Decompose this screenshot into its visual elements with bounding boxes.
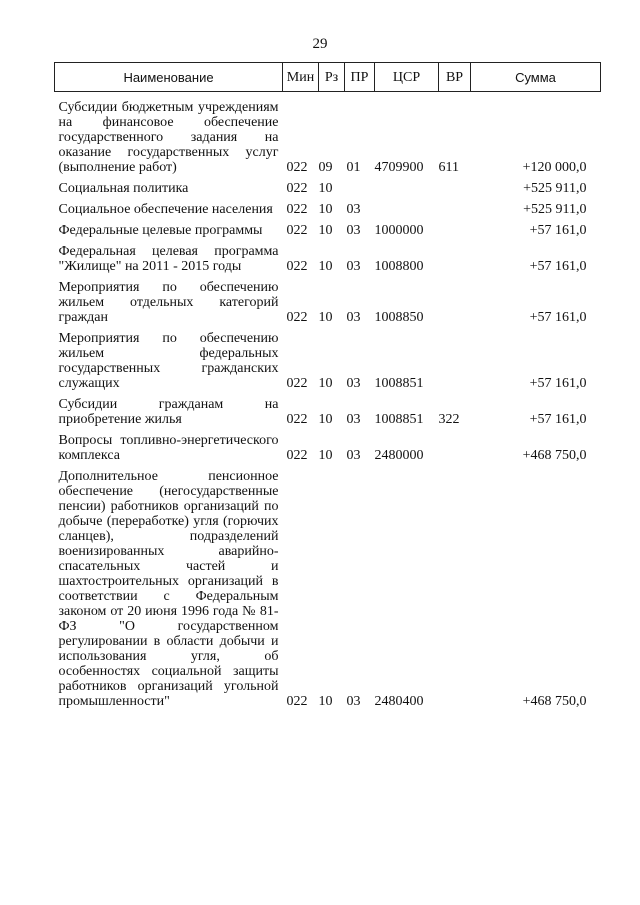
header-row [55,63,601,92]
cell-sum: +57 161,0 [529,376,587,391]
table-row [55,175,601,196]
cell-pr [345,175,375,196]
column-header-sum: Сумма [471,63,601,92]
page-number: 29 [312,36,328,52]
cell-name: Мероприятия по обеспечению жильем отдельных категорий граждан [58,280,279,325]
cell-vr: 611 [438,160,459,175]
cell-rz: 10 [318,412,333,427]
cell-min: 022 [286,259,308,274]
table-row [55,463,601,709]
cell-pr: 03 [346,448,361,463]
table-row [55,325,601,391]
cell-sum: +120 000,0 [522,160,587,175]
cell-rz: 10 [318,448,333,463]
cell-name: Вопросы топливно-энергетического комплекса [58,433,279,463]
column-header-rz: Рз [319,63,345,92]
cell-min: 022 [286,181,308,196]
column-header-pr: ПР [345,63,375,92]
cell-rz: 10 [318,223,333,238]
cell-pr: 03 [346,376,361,391]
cell-min: 022 [286,448,308,463]
cell-rz: 10 [318,181,333,196]
cell-sum: +525 911,0 [523,181,587,196]
cell-csr: 4709900 [374,160,424,175]
table-header [55,63,601,92]
cell-csr [375,175,439,196]
cell-vr [439,175,471,196]
cell-sum: +468 750,0 [522,448,587,463]
table-row [55,427,601,463]
table-row [55,196,601,217]
cell-rz: 10 [318,376,333,391]
cell-csr: 1008850 [374,310,424,325]
cell-sum: +57 161,0 [529,223,587,238]
cell-csr: 1008800 [374,259,424,274]
cell-vr [439,463,471,709]
cell-csr: 1008851 [374,412,424,427]
cell-pr: 03 [346,412,361,427]
cell-sum: +57 161,0 [529,259,587,274]
cell-name: Социальное обеспечение населения [58,202,273,217]
cell-pr: 01 [346,160,361,175]
table-row [55,217,601,238]
cell-pr: 03 [346,202,361,217]
cell-vr [439,325,471,391]
cell-sum: +57 161,0 [529,310,587,325]
cell-vr [439,238,471,274]
cell-vr [439,217,471,238]
cell-rz: 09 [318,160,333,175]
cell-sum: +57 161,0 [529,412,587,427]
cell-pr: 03 [346,259,361,274]
cell-csr: 1008851 [374,376,424,391]
cell-csr: 1000000 [374,223,424,238]
cell-name: Субсидии бюджетным учреждениям на финансовое обеспечение государственного задания на оказание государственных услуг (выполнение работ) [58,100,279,175]
budget-table [54,62,601,709]
table-row [55,274,601,325]
cell-min: 022 [286,310,308,325]
cell-min: 022 [286,376,308,391]
cell-pr: 03 [346,694,361,709]
cell-name: Субсидии гражданам на приобретение жилья [58,397,279,427]
cell-vr: 322 [438,412,460,427]
cell-csr [375,196,439,217]
cell-name: Социальная политика [58,181,189,196]
cell-sum: +525 911,0 [523,202,587,217]
cell-min: 022 [286,160,308,175]
cell-rz: 10 [318,694,333,709]
cell-pr: 03 [346,310,361,325]
budget-table-container [54,62,600,709]
cell-csr: 2480000 [374,448,424,463]
column-header-vr: ВР [439,63,471,92]
cell-min: 022 [286,412,308,427]
cell-min: 022 [286,223,308,238]
table-body [55,92,601,710]
cell-rz: 10 [318,202,333,217]
cell-csr: 2480400 [374,694,424,709]
cell-name: Мероприятия по обеспечению жильем федеральных государственных гражданских служащих [58,331,279,391]
cell-vr [439,427,471,463]
cell-vr [439,196,471,217]
cell-name: Дополнительное пенсионное обеспечение (негосударственные пенсии) работников организаций по добыче (переработке) угля (горючих сланцев), подразделений военизированных аварийно-спасательных частей и шахтостроительных организаций в соответствии с Федеральным законом от 20 июня 1996 года № 81-ФЗ "О государственном регулировании в области добычи и использования угля, об особенностях социальной защиты работников организаций угольной промышленности" [58,469,279,709]
cell-name: Федеральные целевые программы [58,223,263,238]
cell-min: 022 [286,202,308,217]
column-header-csr: ЦСР [375,63,439,92]
column-header-name: Наименование [55,63,283,92]
cell-pr: 03 [346,223,361,238]
cell-vr [439,274,471,325]
cell-rz: 10 [318,310,333,325]
column-header-min: Мин [283,63,319,92]
cell-name: Федеральная целевая программа "Жилище" на 2011 - 2015 годы [58,244,279,274]
cell-sum: +468 750,0 [522,694,587,709]
table-row [55,92,601,176]
table-row [55,238,601,274]
cell-min: 022 [286,694,308,709]
cell-rz: 10 [318,259,333,274]
table-row [55,391,601,427]
